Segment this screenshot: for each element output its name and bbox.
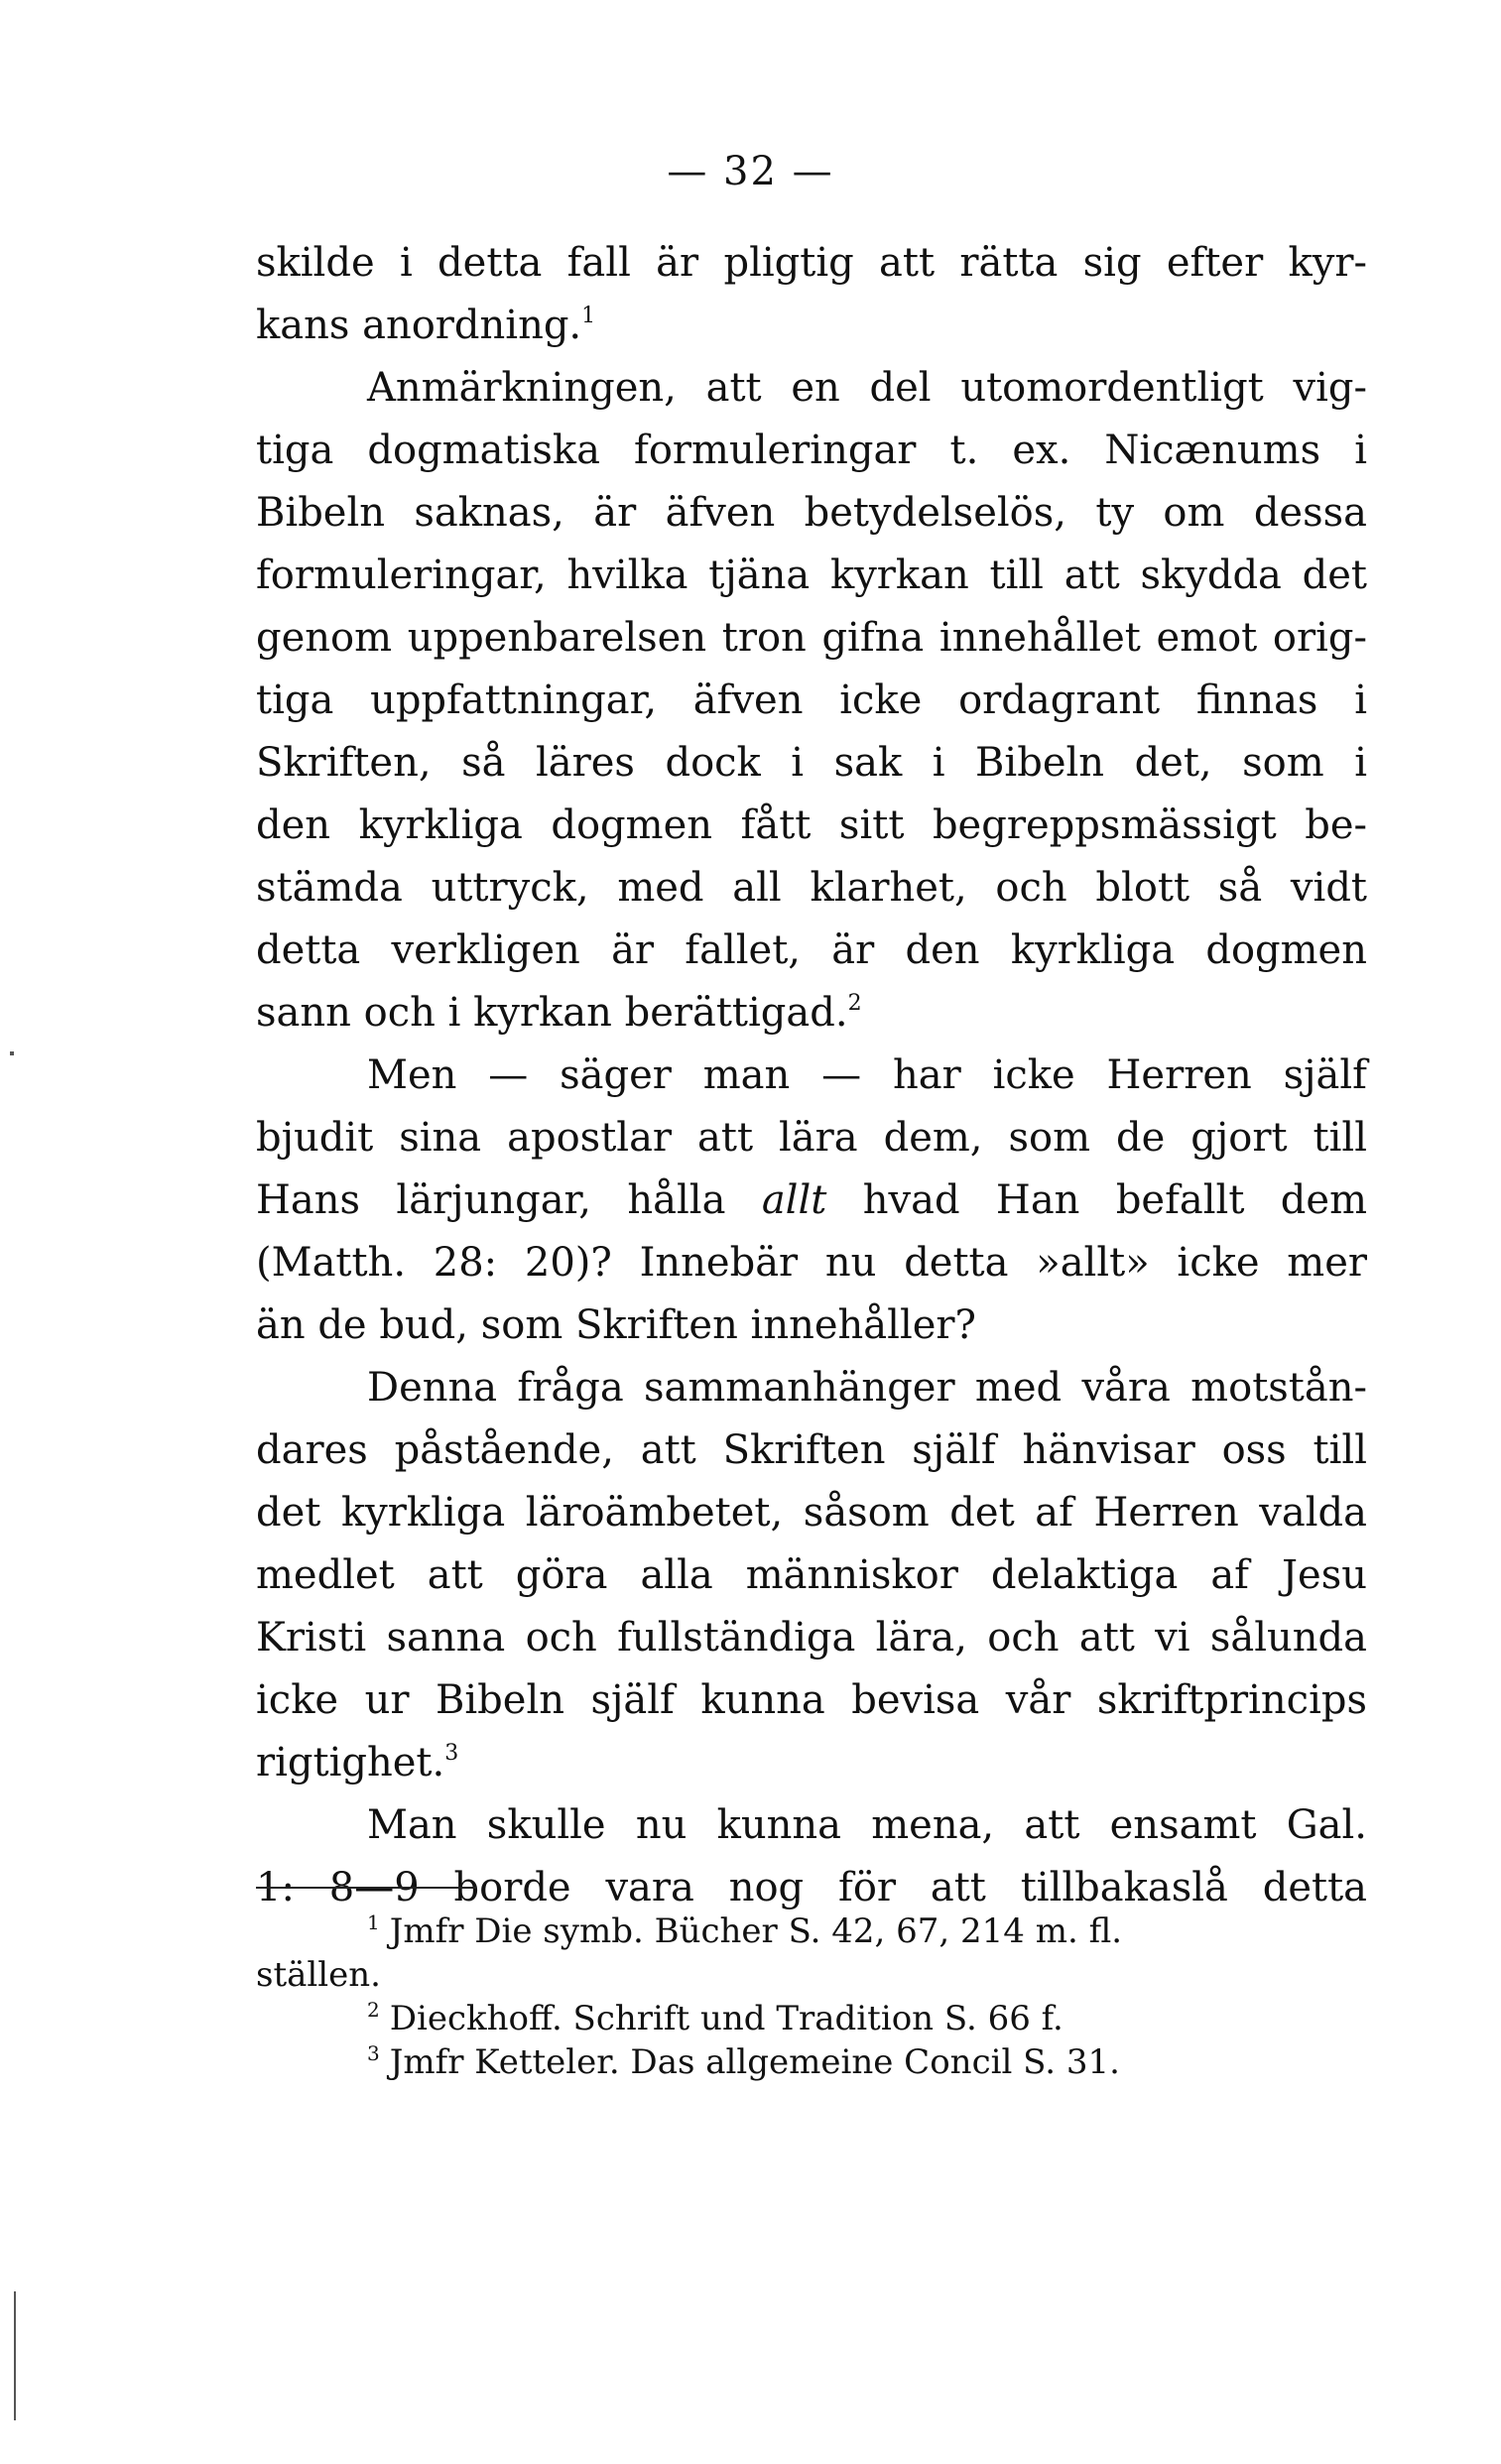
text-line: (Matth. 28: 20)? Innebär nu detta »allt» icke mer <box>256 1240 1367 1286</box>
text-line: den kyrkliga dogmen fått sitt begreppsmässigt be- <box>256 802 1367 848</box>
text-line: Bibeln saknas, är äfven betydelselös, ty om dessa <box>256 490 1367 536</box>
footnote-divider <box>256 1887 476 1889</box>
text-line: Man skulle nu kunna mena, att ensamt Gal. <box>367 1802 1367 1848</box>
footnotes <box>256 1910 1367 2084</box>
text-line: stämda uttryck, med all klarhet, och blott så vidt <box>256 865 1367 911</box>
text-line: Skriften, så läres dock i sak i Bibeln det, som i <box>256 740 1367 786</box>
text-line: bjudit sina apostlar att lära dem, som de gjort till <box>256 1115 1367 1161</box>
footnote-2: $^2$ Dieckhoff. Schrift und Tradition S. 66 f. <box>367 1998 1063 2038</box>
text-line: Kristi sanna och fullständiga lära, och att vi sålunda <box>256 1615 1367 1661</box>
text-line: formuleringar, hvilka tjäna kyrkan till att skydda det <box>256 553 1367 598</box>
text-line: skilde i detta fall är pligtig att rätta sig efter kyr- <box>256 240 1367 286</box>
text-line: icke ur Bibeln själf kunna bevisa vår skriftprincips <box>256 1677 1367 1723</box>
text-line: kans anordning.$^1$ <box>256 303 596 348</box>
text-line: medlet att göra alla människor delaktiga af Jesu <box>256 1552 1367 1598</box>
text-line: detta verkligen är fallet, är den kyrkliga dogmen <box>256 927 1367 973</box>
scan-edge-mark <box>14 2291 16 2420</box>
body-text <box>256 232 1367 1919</box>
text-line: Anmärkningen, att en del utomordentligt vig- <box>367 365 1367 411</box>
text-line: Hans lärjungar, hålla allt hvad Han befallt dem <box>256 1177 1368 1223</box>
footnote-number: 3 <box>367 2041 380 2065</box>
footnote-ref: 1 <box>581 304 596 328</box>
scan-speck <box>10 1051 14 1055</box>
emphasis-word: allt <box>761 1177 827 1223</box>
text-line: genom uppenbarelsen tron gifna innehållet emot orig- <box>256 615 1367 661</box>
footnote-ref: 2 <box>847 991 862 1016</box>
footnote-number: 2 <box>367 1998 380 2022</box>
footnote-ref: 3 <box>444 1741 459 1766</box>
footnote-1-continued: ställen. <box>256 1955 381 1995</box>
text-line: tiga uppfattningar, äfven icke ordagrant finnas i <box>256 678 1367 723</box>
text-line: än de bud, som Skriften innehåller? <box>256 1302 976 1348</box>
text-line: det kyrkliga läroämbetet, såsom det af Herren valda <box>256 1490 1367 1536</box>
text-line: dares påstående, att Skriften själf hänvisar oss till <box>256 1427 1367 1473</box>
page-number: — 32 — <box>667 149 834 194</box>
text-line: rigtighet.$^3$ <box>256 1740 459 1786</box>
footnote-1: $^1$ Jmfr Die symb. Bücher S. 42, 67, 214 m. fl. <box>367 1910 1123 1951</box>
text-line: tiga dogmatiska formuleringar t. ex. Nicænums i <box>256 428 1367 473</box>
footnote-number: 1 <box>367 1910 380 1934</box>
text-line: 1: 8—9 borde vara nog för att tillbakaslå detta <box>256 1865 1367 1910</box>
text-line: Denna fråga sammanhänger med våra motstån- <box>367 1365 1367 1411</box>
text-line: sann och i kyrkan berättigad.$^2$ <box>256 990 862 1036</box>
text-line: Men — säger man — har icke Herren själf <box>367 1052 1367 1098</box>
footnote-3: $^3$ Jmfr Ketteler. Das allgemeine Concil S. 31. <box>367 2041 1120 2082</box>
